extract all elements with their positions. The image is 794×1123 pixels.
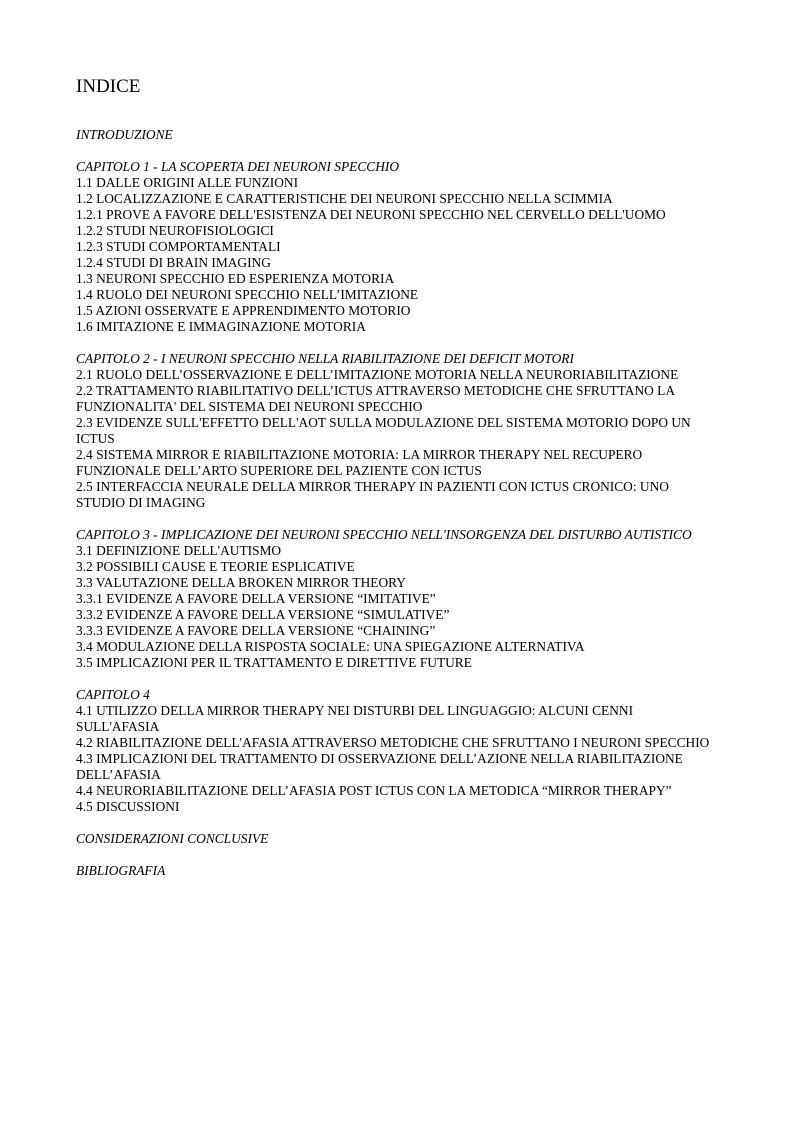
toc-bibliography bbox=[76, 863, 716, 879]
toc-chapter-3 bbox=[76, 527, 716, 671]
toc-entry: 1.3 NEURONI SPECCHIO ED ESPERIENZA MOTORIA bbox=[76, 271, 395, 286]
toc-entry: 3.3.2 EVIDENZE A FAVORE DELLA VERSIONE “SIMULATIVE” bbox=[76, 607, 450, 622]
toc-chapter-4 bbox=[76, 687, 716, 815]
toc-entry: 1.2.1 PROVE A FAVORE DELL'ESISTENZA DEI NEURONI SPECCHIO NEL CERVELLO DELL'UOMO bbox=[76, 207, 666, 222]
toc-entry: 2.5 INTERFACCIA NEURALE DELLA MIRROR THERAPY IN PAZIENTI CON ICTUS CRONICO: UNO STUDIO DI IMAGING bbox=[76, 479, 669, 510]
toc-entry: 1.1 DALLE ORIGINI ALLE FUNZIONI bbox=[76, 175, 299, 190]
toc-entry: 2.1 RUOLO DELL’OSSERVAZIONE E DELL’IMITAZIONE MOTORIA NELLA NEURORIABILITAZIONE bbox=[76, 367, 679, 382]
toc-entry: 4.4 NEURORIABILITAZIONE DELL’AFASIA POST ICTUS CON LA METODICA “MIRROR THERAPY” bbox=[76, 783, 672, 798]
toc-entry: 3.5 IMPLICAZIONI PER IL TRATTAMENTO E DIRETTIVE FUTURE bbox=[76, 655, 472, 670]
toc-entry: 3.1 DEFINIZIONE DELL'AUTISMO bbox=[76, 543, 282, 558]
page-title: INDICE bbox=[76, 76, 141, 97]
toc-entry: 1.2.4 STUDI DI BRAIN IMAGING bbox=[76, 255, 271, 270]
toc-introduction bbox=[76, 127, 716, 143]
toc-entry: 2.3 EVIDENZE SULL'EFFETTO DELL'AOT SULLA MODULAZIONE DEL SISTEMA MOTORIO DOPO UN ICTUS bbox=[76, 415, 691, 446]
toc-entry: 4.5 DISCUSSIONI bbox=[76, 799, 180, 814]
toc-heading-conclusioni: CONSIDERAZIONI CONCLUSIVE bbox=[76, 831, 269, 846]
chapter-heading: CAPITOLO 3 - IMPLICAZIONE DEI NEURONI SPECCHIO NELL'INSORGENZA DEL DISTURBO AUTISTICO bbox=[76, 527, 692, 542]
toc-entry: 2.4 SISTEMA MIRROR E RIABILITAZIONE MOTORIA: LA MIRROR THERAPY NEL RECUPERO FUNZIONALE DELL’ARTO SUPERIORE DEL PAZIENTE CON ICTUS bbox=[76, 447, 643, 478]
document-page bbox=[76, 76, 716, 895]
toc-entry: 3.3.3 EVIDENZE A FAVORE DELLA VERSIONE “CHAINING” bbox=[76, 623, 436, 638]
toc-entry: 2.2 TRATTAMENTO RIABILITATIVO DELL’ICTUS ATTRAVERSO METODICHE CHE SFRUTTANO LA FUNZIONALITA' DEL SISTEMA DEI NEURONI SPECCHIO bbox=[76, 383, 675, 414]
toc-heading-introduzione: INTRODUZIONE bbox=[76, 127, 173, 142]
chapter-heading: CAPITOLO 4 bbox=[76, 687, 150, 702]
toc-chapter-2 bbox=[76, 351, 716, 511]
toc-entry: 3.3.1 EVIDENZE A FAVORE DELLA VERSIONE “IMITATIVE” bbox=[76, 591, 436, 606]
table-of-contents bbox=[76, 127, 716, 879]
toc-entry: 4.3 IMPLICAZIONI DEL TRATTAMENTO DI OSSERVAZIONE DELL’AZIONE NELLA RIABILITAZIONE DELL’AFASIA bbox=[76, 751, 683, 782]
chapter-heading: CAPITOLO 2 - I NEURONI SPECCHIO NELLA RIABILITAZIONE DEI DEFICIT MOTORI bbox=[76, 351, 574, 366]
chapter-heading: CAPITOLO 1 - LA SCOPERTA DEI NEURONI SPECCHIO bbox=[76, 159, 399, 174]
toc-entry: 1.2.3 STUDI COMPORTAMENTALI bbox=[76, 239, 281, 254]
toc-chapter-1 bbox=[76, 159, 716, 335]
toc-entry: 3.2 POSSIBILI CAUSE E TEORIE ESPLICATIVE bbox=[76, 559, 355, 574]
toc-entry: 1.4 RUOLO DEI NEURONI SPECCHIO NELL’IMITAZIONE bbox=[76, 287, 419, 302]
toc-entry: 1.2.2 STUDI NEUROFISIOLOGICI bbox=[76, 223, 274, 238]
toc-entry: 1.2 LOCALIZZAZIONE E CARATTERISTICHE DEI NEURONI SPECCHIO NELLA SCIMMIA bbox=[76, 191, 613, 206]
toc-heading-bibliografia: BIBLIOGRAFIA bbox=[76, 863, 166, 878]
toc-entry: 1.6 IMITAZIONE E IMMAGINAZIONE MOTORIA bbox=[76, 319, 366, 334]
toc-entry: 3.3 VALUTAZIONE DELLA BROKEN MIRROR THEORY bbox=[76, 575, 406, 590]
toc-entry: 4.1 UTILIZZO DELLA MIRROR THERAPY NEI DISTURBI DEL LINGUAGGIO: ALCUNI CENNI SULL'AFASIA bbox=[76, 703, 634, 734]
toc-entry: 4.2 RIABILITAZIONE DELL'AFASIA ATTRAVERSO METODICHE CHE SFRUTTANO I NEURONI SPECCHIO bbox=[76, 735, 710, 750]
toc-conclusions bbox=[76, 831, 716, 847]
toc-entry: 1.5 AZIONI OSSERVATE E APPRENDIMENTO MOTORIO bbox=[76, 303, 411, 318]
toc-entry: 3.4 MODULAZIONE DELLA RISPOSTA SOCIALE: UNA SPIEGAZIONE ALTERNATIVA bbox=[76, 639, 585, 654]
